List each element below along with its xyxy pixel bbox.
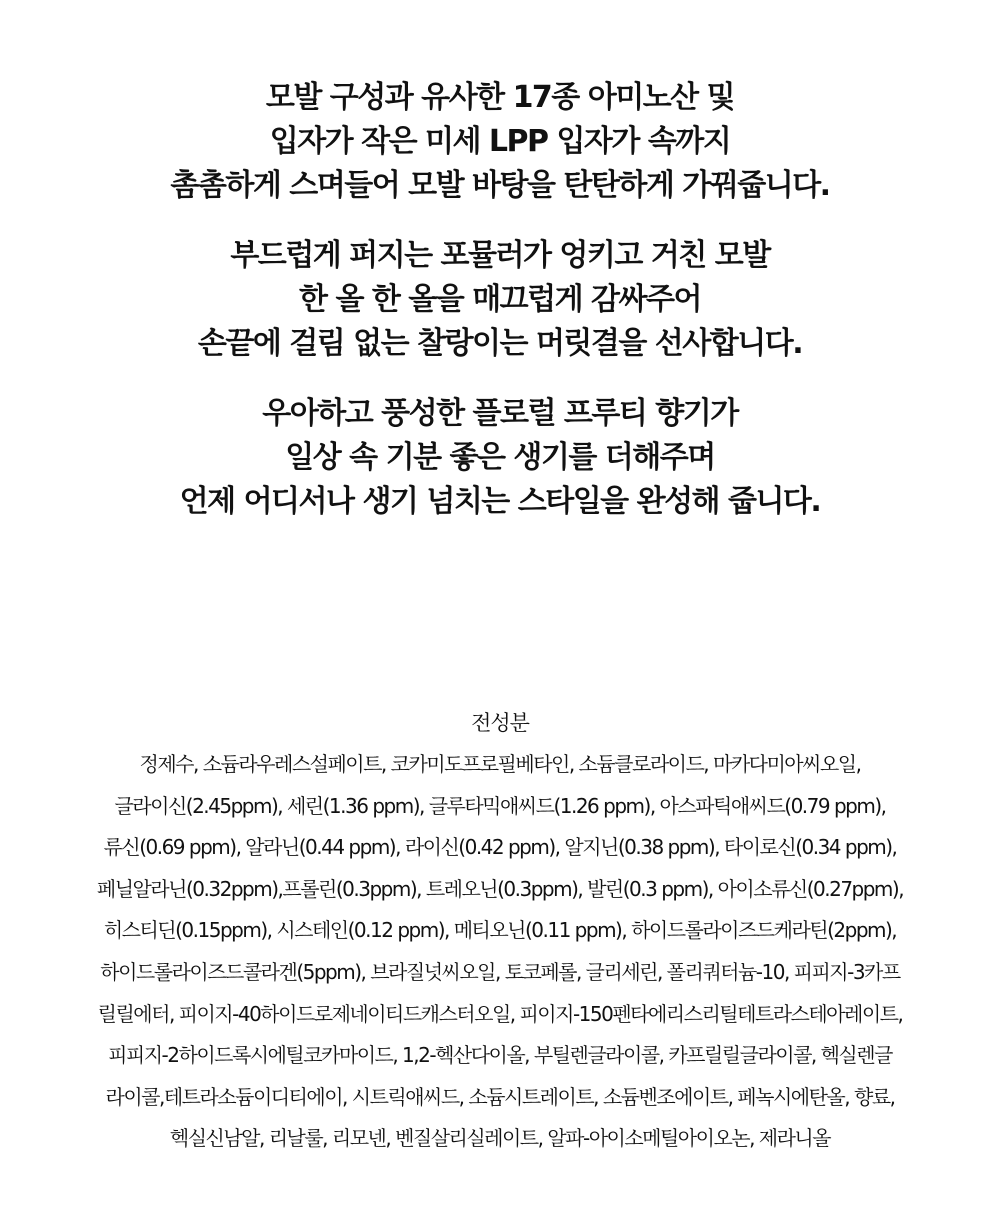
ingredients-line: 릴릴에터, 피이지-40하이드로제네이티드캐스터오일, 피이지-150펜타에리스리틸테트라스테아레이트, — [97, 1001, 903, 1026]
description-line: 일상 속 기분 좋은 생기를 더해주며 — [285, 440, 715, 475]
description-line: 한 올 한 올을 매끄럽게 감싸주어 — [299, 282, 701, 317]
ingredients-line: 히스티딘(0.15ppm), 시스테인(0.12 ppm), 메티오닌(0.11 ppm), 하이드롤라이즈드케라틴(2ppm), — [103, 918, 897, 943]
product-description — [0, 76, 1000, 550]
description-line: 손끝에 걸림 없는 찰랑이는 머릿결을 선사합니다. — [197, 326, 803, 361]
description-paragraph-formula — [0, 234, 1000, 366]
ingredients-line: 정제수, 소듐라우레스설페이트, 코카미도프로필베타인, 소듐클로라이드, 마카다미아씨오일, — [139, 752, 861, 776]
ingredients-line: 페닐알라닌(0.32ppm),프롤린(0.3ppm), 트레오닌(0.3ppm), 발린(0.3 ppm), 아이소류신(0.27ppm), — [96, 876, 904, 901]
ingredients-line: 피피지-2하이드록시에틸코카마이드, 1,2-헥산다이올, 부틸렌글라이콜, 카프릴릴글라이콜, 헥실렌글 — [108, 1043, 892, 1068]
ingredients-line: 헥실신남알, 리날룰, 리모넨, 벤질살리실레이트, 알파-아이소메틸아이오논, 제라니올 — [169, 1126, 831, 1151]
description-paragraph-fragrance — [0, 392, 1000, 524]
description-line: 입자가 작은 미세 LPP 입자가 속까지 — [269, 124, 731, 159]
description-line: 모발 구성과 유사한 17종 아미노산 및 — [265, 80, 735, 115]
description-line: 부드럽게 퍼지는 포뮬러가 엉키고 거친 모발 — [230, 238, 770, 273]
ingredients-line: 하이드롤라이즈드콜라겐(5ppm), 브라질넛씨오일, 토코페롤, 글리세린, 폴리쿼터늄-10, 피피지-3카프 — [100, 959, 900, 984]
ingredients-section — [30, 702, 970, 1160]
ingredients-line: 류신(0.69 ppm), 알라닌(0.44 ppm), 라이신(0.42 ppm), 알지닌(0.38 ppm), 타이로신(0.34 ppm), — [103, 835, 897, 860]
ingredients-title: 전성분 — [471, 711, 529, 735]
description-line: 우아하고 풍성한 플로럴 프루티 향기가 — [262, 396, 738, 431]
description-paragraph-amino-acids — [0, 76, 1000, 208]
description-line: 언제 어디서나 생기 넘치는 스타일을 완성해 줍니다. — [179, 484, 821, 519]
ingredients-line: 글라이신(2.45ppm), 세린(1.36 ppm), 글루타믹애씨드(1.26 ppm), 아스파틱애씨드(0.79 ppm), — [114, 793, 886, 818]
ingredients-line: 라이콜,테트라소듐이디티에이, 시트릭애씨드, 소듐시트레이트, 소듐벤조에이트, 페녹시에탄올, 향료, — [105, 1084, 895, 1109]
description-line: 촘촘하게 스며들어 모발 바탕을 탄탄하게 가꿔줍니다. — [170, 168, 830, 203]
